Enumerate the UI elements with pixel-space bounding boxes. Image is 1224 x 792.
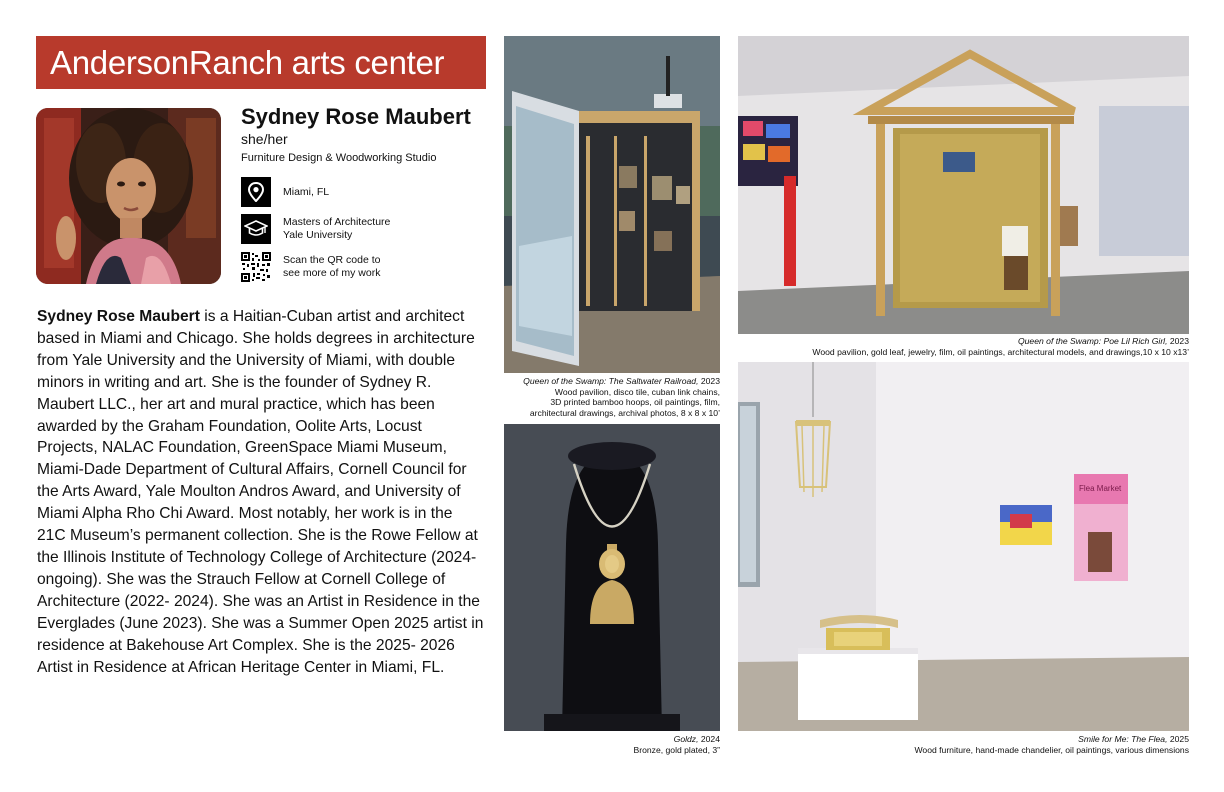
artist-portrait <box>36 108 221 284</box>
caption-saltwater-railroad <box>504 376 720 418</box>
photo-saltwater-railroad <box>504 36 720 373</box>
work-title: Queen of the Swamp: Poe Lil Rich Girl, <box>1017 336 1168 346</box>
bio-text: is a Haitian-Cuban artist and architect based in Miami and Chicago. She holds degrees in architecture from Yale University and the University of Miami, with double minors in writing and art. She is the founder of Sydney R. Maubert LLC., her art and mural practice, which has been awarded by the Graham Foundation, Oolite Arts, Locust Projects, NALAC Foundation, GreenSpace Miami Museum, Miami-Dade Department of Cultural Affairs, Cornell Council for the Arts Award, Yale Moulton Andros Award, and University of Miami Alpha Rho Chi Award. Most notably, her work is in the 21C Museum’s permanent collection. She is the Rowe Fellow at the Illinois Institute of Technology College of Architecture (2024- ongoing). She was the Strauch Fellow at Cornell College of Architecture (2022- 2024). She was an Artist in Residence in the Everglades (June 2023). She was a Summer Open 2025 artist in residence at Bakehouse Art Complex. She is the 2025- 2026 Artist in Residence at African Heritage Center in Miami, FL. <box>37 308 484 676</box>
artist-bio <box>37 306 485 678</box>
work-title: Queen of the Swamp: The Saltwater Railroad, <box>523 376 699 386</box>
artist-pronouns: she/her <box>241 131 288 147</box>
work-year: 2024 <box>698 734 720 744</box>
studio-name: Furniture Design & Woodworking Studio <box>241 152 437 164</box>
location-text: Miami, FL <box>283 185 330 198</box>
work-materials-1: Wood pavilion, gold leaf, jewelry, film, oil paintings, architectural models, and drawings,10 x 10 x13’ <box>812 346 1189 357</box>
work-materials-2: 3D printed bamboo hoops, oil paintings, film, <box>550 397 720 407</box>
caption-goldz <box>504 734 720 755</box>
qr-row <box>241 252 380 282</box>
flea-market-sign: Flea Market <box>1079 484 1122 493</box>
caption-poe-lil-rich-girl <box>738 336 1189 357</box>
work-materials-3: architectural drawings, archival photos, 8 x 8 x 10’ <box>529 407 720 418</box>
degree-row <box>241 214 390 244</box>
header-banner <box>36 36 486 89</box>
map-pin-icon <box>241 177 271 207</box>
location-row <box>241 177 329 207</box>
work-year: 2023 <box>698 376 720 386</box>
work-title: Smile for Me: The Flea, <box>1078 734 1168 744</box>
photo-smile-for-me <box>738 362 1189 731</box>
work-materials-1: Wood furniture, hand-made chandelier, oil paintings, various dimensions <box>914 744 1189 755</box>
qr-text <box>283 254 380 280</box>
graduation-cap-icon <box>241 214 271 244</box>
photo-goldz <box>504 424 720 731</box>
work-year: 2025 <box>1167 734 1189 744</box>
qr-code[interactable] <box>241 252 271 282</box>
degree-school: Yale University <box>283 229 353 241</box>
work-materials-1: Bronze, gold plated, 3” <box>633 744 720 755</box>
bio-lead-name: Sydney Rose Maubert <box>37 308 200 325</box>
degree-text <box>283 216 390 242</box>
brand-name: AndersonRanch <box>50 44 283 81</box>
caption-smile-for-me <box>738 734 1189 755</box>
artist-name: Sydney Rose Maubert <box>241 104 471 129</box>
qr-line-1: Scan the QR code to <box>283 254 381 266</box>
photo-poe-lil-rich-girl <box>738 36 1189 334</box>
work-title: Goldz, <box>673 734 699 744</box>
qr-line-2: see more of my work <box>283 267 381 279</box>
work-materials-1: Wood pavilion, disco tile, cuban link chains, <box>554 386 720 397</box>
degree-title: Masters of Architecture <box>283 216 391 228</box>
brand-suffix: arts center <box>282 44 445 81</box>
work-year: 2023 <box>1167 336 1189 346</box>
